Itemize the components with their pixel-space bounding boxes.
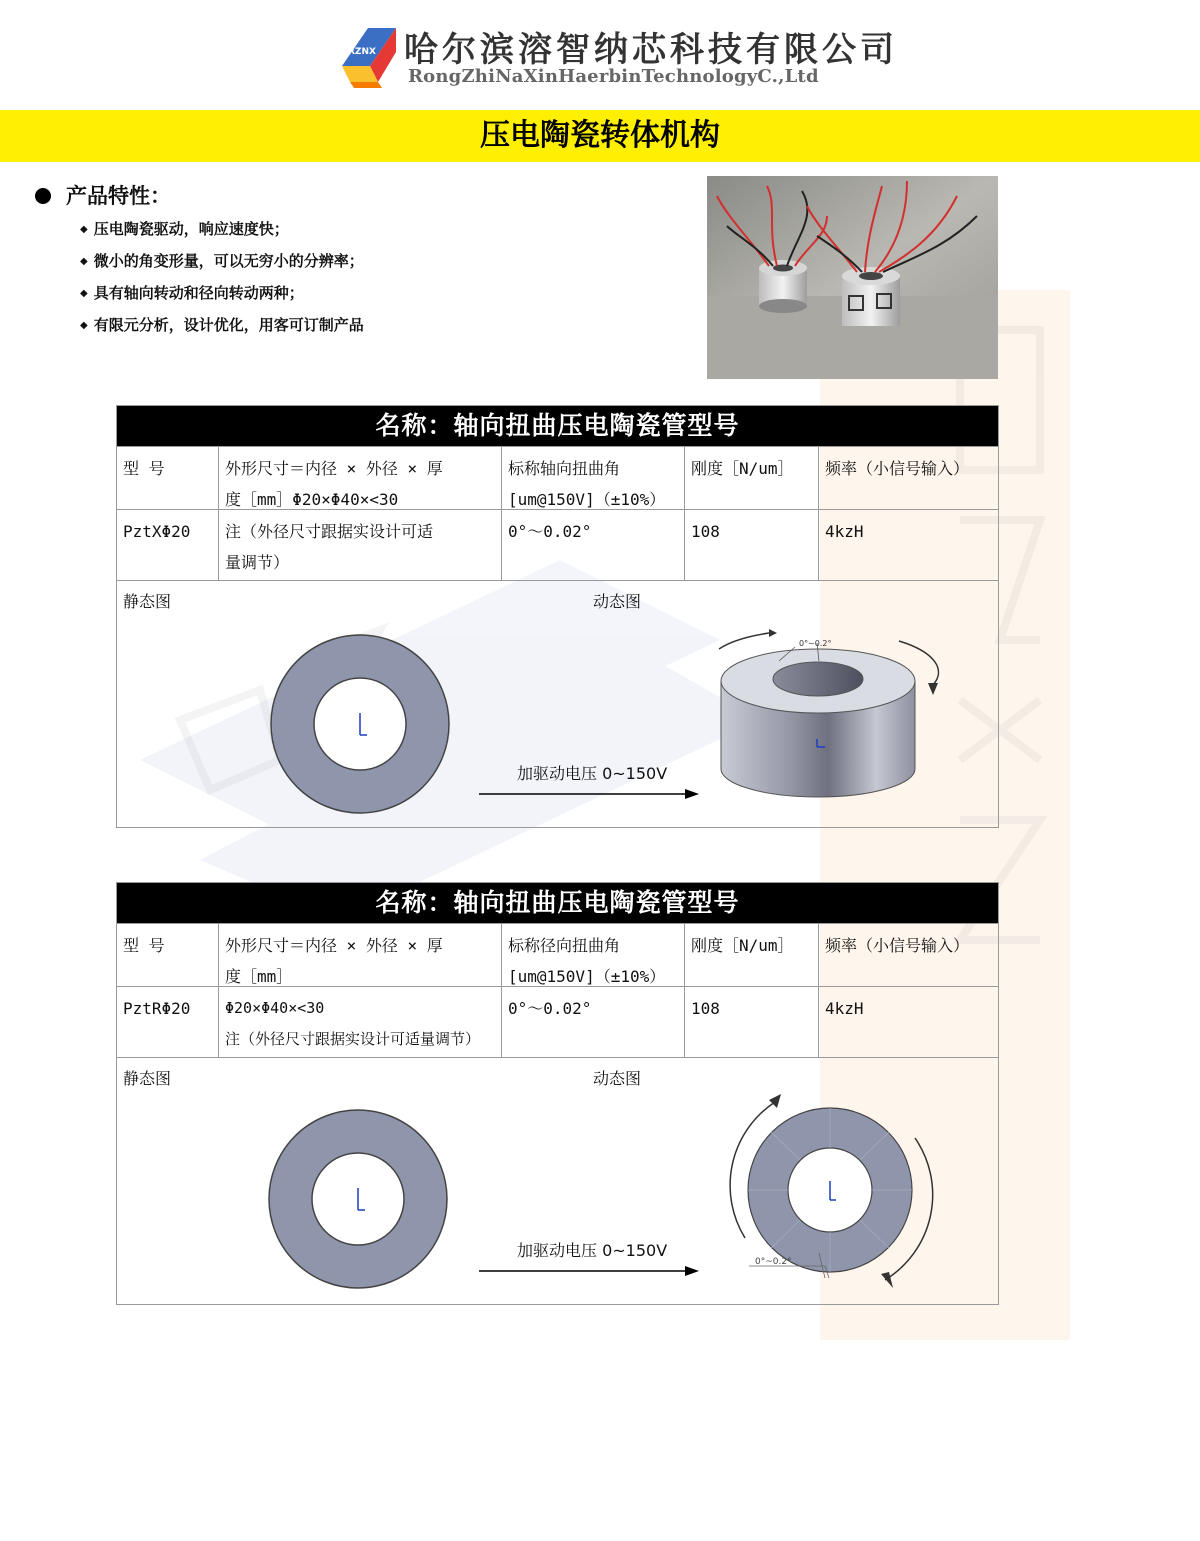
static-view-label: 静态图	[123, 592, 172, 611]
stiffness-value: 108	[691, 999, 720, 1018]
frequency-value: 4kzH	[825, 522, 864, 541]
drive-voltage-label: 加驱动电压 0~150V	[517, 1241, 668, 1260]
diagram-area	[117, 580, 998, 827]
model-value: PztRΦ20	[123, 999, 191, 1018]
spec-table-axial	[116, 405, 999, 828]
frequency-value: 4kzH	[825, 999, 864, 1018]
page-title: 压电陶瓷转体机构	[480, 118, 720, 153]
rz-logo-icon	[338, 22, 400, 88]
size-value: Φ20×Φ40×<30	[225, 999, 325, 1017]
dynamic-view-label: 动态图	[593, 592, 642, 611]
angle-value: 0°～0.02°	[508, 522, 592, 541]
angle-annotation: 0°~0.2°	[799, 639, 832, 648]
col-size-header: 外形尺寸＝内径 × 外径 × 厚	[225, 936, 443, 955]
col-model-header: 型 号	[123, 459, 165, 478]
col-angle-header: 标称径向扭曲角	[508, 936, 621, 955]
col-angle-header-2: [um@150V]（±10%）	[508, 967, 666, 986]
product-photo	[707, 176, 998, 379]
col-size-header: 外形尺寸＝内径 × 外径 × 厚	[225, 459, 443, 478]
table-row	[117, 986, 998, 1057]
table-header-row	[117, 446, 998, 509]
static-view-label: 静态图	[123, 1069, 172, 1088]
col-frequency-header: 频率（小信号输入）	[825, 459, 970, 478]
size-note-2: 量调节）	[225, 553, 290, 572]
drive-voltage-label: 加驱动电压 0~150V	[517, 764, 668, 783]
col-angle-header-2: [um@150V]（±10%）	[508, 490, 666, 509]
size-note: 注（外径尺寸跟据实设计可适量调节）	[225, 1030, 481, 1048]
bullet-icon	[35, 188, 51, 204]
col-model-header: 型 号	[123, 936, 165, 955]
drive-arrow-icon	[479, 787, 701, 801]
table-header-row	[117, 923, 998, 986]
angle-value: 0°～0.02°	[508, 999, 592, 1018]
size-note: 注（外径尺寸跟据实设计可适	[225, 522, 434, 541]
table-heading: 名称：轴向扭曲压电陶瓷管型号	[117, 883, 998, 923]
static-ring	[267, 1108, 449, 1290]
dynamic-ring	[729, 1088, 949, 1298]
model-value: PztXΦ20	[123, 522, 191, 541]
diagram-area	[117, 1057, 998, 1304]
dynamic-view-label: 动态图	[593, 1069, 642, 1088]
features-title: 产品特性：	[66, 184, 171, 208]
spec-table-radial	[116, 882, 999, 1305]
company-name-en: RongZhiNaXinHaerbinTechnologyC.,Ltd	[408, 66, 819, 87]
col-angle-header: 标称轴向扭曲角	[508, 459, 621, 478]
features-list	[80, 216, 364, 344]
dynamic-cylinder	[699, 621, 949, 811]
table-row	[117, 509, 998, 580]
angle-annotation: 0°~0.2°	[755, 1257, 792, 1267]
feature-item: ◆ 具有轴向转动和径向转动两种；	[80, 280, 364, 312]
table-heading: 名称：轴向扭曲压电陶瓷管型号	[117, 406, 998, 446]
feature-item: ◆ 有限元分析，设计优化，用客可订制产品	[80, 312, 364, 344]
col-stiffness-header: 刚度［N/um］	[691, 936, 794, 955]
feature-item: ◆ 压电陶瓷驱动，响应速度快；	[80, 216, 364, 248]
company-name-cn: 哈尔滨溶智纳芯科技有限公司	[404, 30, 898, 70]
col-frequency-header: 频率（小信号输入）	[825, 936, 970, 955]
svg-text:RZNX: RZNX	[348, 47, 376, 57]
feature-item: ◆ 微小的角变形量，可以无穷小的分辨率；	[80, 248, 364, 280]
static-ring	[267, 631, 453, 817]
stiffness-value: 108	[691, 522, 720, 541]
col-size-header-2: 度［mm］Φ20×Φ40×<30	[225, 490, 399, 509]
col-size-header-2: 度［mm］	[225, 967, 293, 986]
title-band	[0, 110, 1200, 162]
drive-arrow-icon	[479, 1264, 701, 1278]
col-stiffness-header: 刚度［N/um］	[691, 459, 794, 478]
